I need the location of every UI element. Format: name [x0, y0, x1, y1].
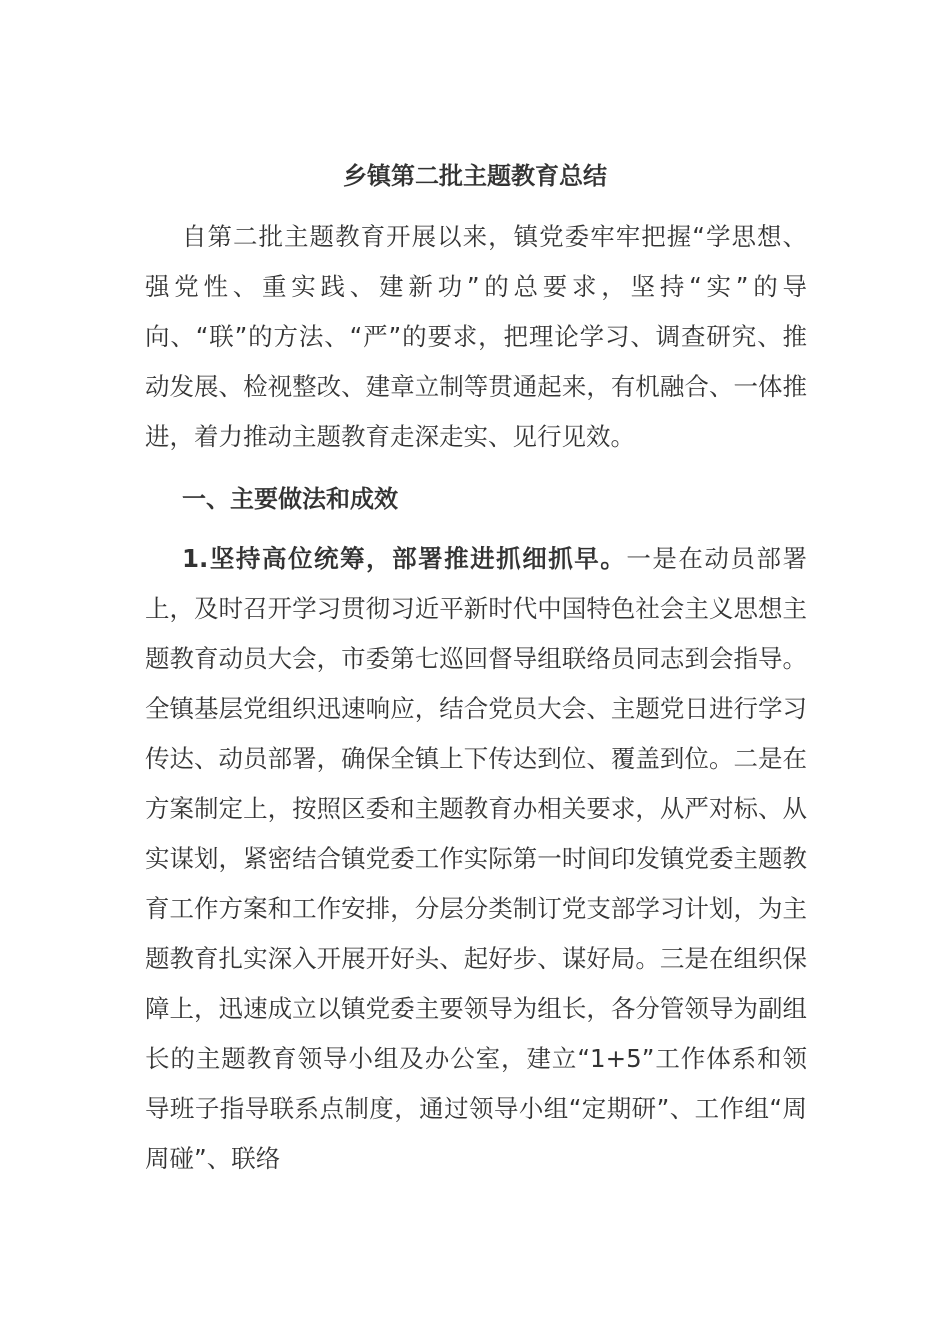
- document-title: 乡镇第二批主题教育总结: [343, 162, 607, 190]
- intro-paragraph: 自第二批主题教育开展以来，镇党委牢牢把握“学思想、强党性、重实践、建新功”的总要求，坚持“实”的导向、“联”的方法、“严”的要求，把理论学习、调查研究、推动发展、检视整改、建章立制等贯通起来，有机融合、一体推进，着力推动主题教育走深走实、见行见效。: [145, 222, 807, 451]
- section-paragraph: [145, 534, 807, 1184]
- paragraph-lead: 1.坚持高位统筹，部署推进抓细抓早。: [182, 544, 627, 573]
- section-heading: 一、主要做法和成效: [182, 485, 398, 513]
- paragraph-body: 一是在动员部署上，及时召开学习贯彻习近平新时代中国特色社会主义思想主题教育动员大会，市委第七巡回督导组联络员同志到会指导。全镇基层党组织迅速响应，结合党员大会、主题党日进行学习传达、动员部署，确保全镇上下传达到位、覆盖到位。二是在方案制定上，按照区委和主题教育办相关要求，从严对标、从实谋划，紧密结合镇党委工作实际第一时间印发镇党委主题教育工作方案和工作安排，分层分类制订党支部学习计划，为主题教育扎实深入开展开好头、起好步、谋好局。三是在组织保障上，迅速成立以镇党委主要领导为组长，各分管领导为副组长的主题教育领导小组及办公室，建立“1+5”工作体系和领导班子指导联系点制度，通过领导小组“定期研”、工作组“周周碰”、联络: [145, 544, 807, 1173]
